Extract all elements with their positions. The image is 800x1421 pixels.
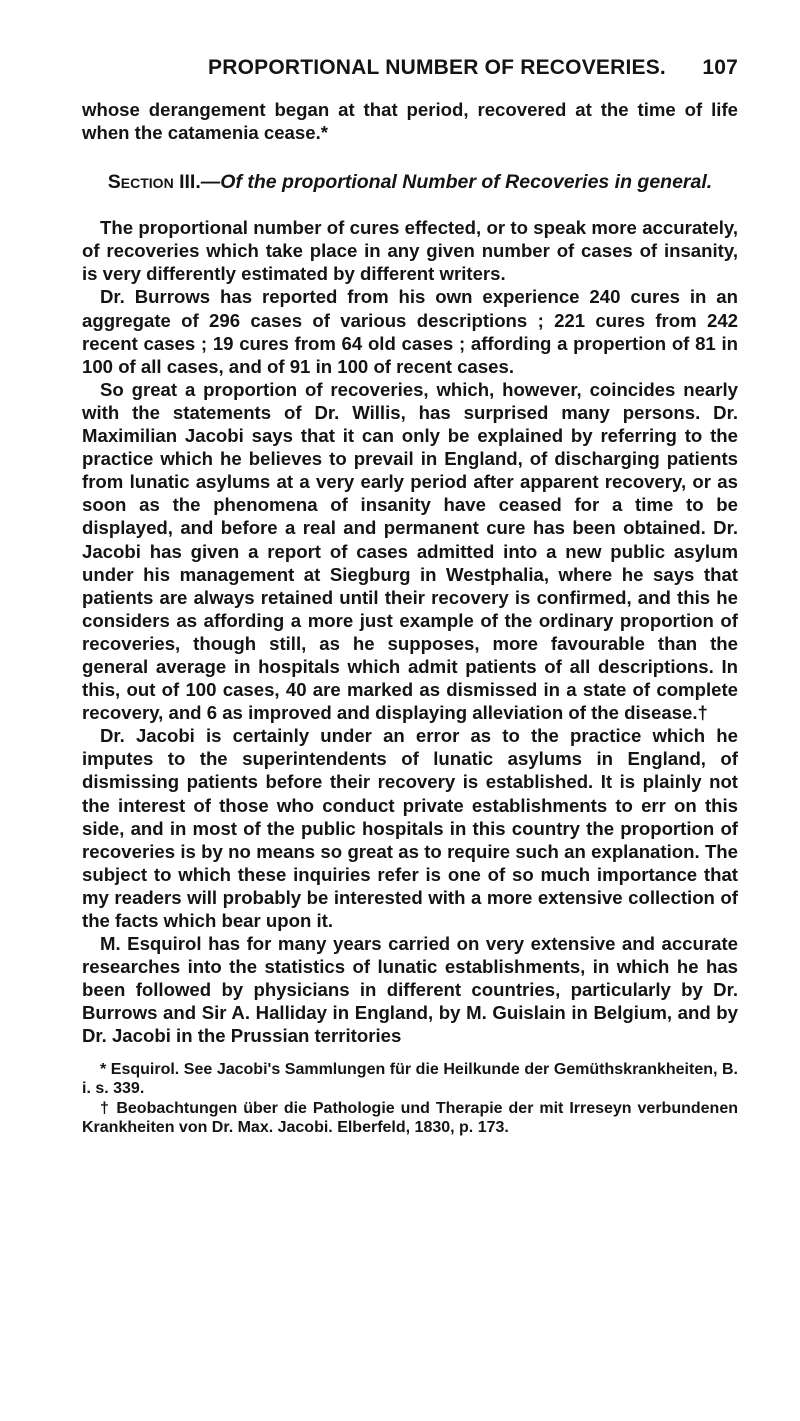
paragraph-5: M. Esquirol has for many years carried on very extensive and accurate researches into the statistics of lunatic establishments, in which he has been followed by physicians in different countries, particularly by Dr. Burrows and Sir A. Halliday in England, by M. Guislain in Belgium, and by Dr. Jacobi in the Prussian territories [82, 933, 738, 1047]
paragraph-1: The proportional number of cures effected, or to speak more accurately, of recoveries which take place in any given number of cases of insanity, is very differently estimated by different writers. [82, 217, 738, 285]
paragraph-2: Dr. Burrows has reported from his own experience 240 cures in an aggregate of 296 cases of various descriptions ; 221 cures from 242 recent cases ; 19 cures from 64 old cases ; affording a propertion of 81 in 100 of all cases, and of 91 in 100 of recent cases. [82, 286, 738, 377]
footnotes [82, 1060, 738, 1138]
page-number: 107 [702, 56, 738, 79]
section-title: —Of the proportional Number of Recoveries in general. [200, 171, 713, 194]
book-page [82, 56, 738, 1138]
footnote-1: * Esquirol. See Jacobi's Sammlungen für die Heilkunde der Gemüthskrankheiten, B. i. s. 339. [82, 1060, 738, 1098]
paragraph-3: So great a proportion of recoveries, which, however, coincides nearly with the statements of Dr. Willis, has surprised many persons. Dr. Maximilian Jacobi says that it can only be explained by referring to the practice which he believes to prevail in England, of discharging patients from lunatic asylums at a very early period after apparent recovery, or as soon as the phenomena of insanity have ceased for a time to be displayed, and before a real and permanent cure has been obtained. Dr. Jacobi has given a report of cases admitted into a new public asylum under his management at Siegburg in Westphalia, where he says that patients are always retained until their recovery is confirmed, and this he considers as affording a more just example of the ordinary proportion of recoveries, though still, as he supposes, more favourable than the general average in hospitals which admit patients of all descriptions. In this, out of 100 cases, 40 are marked as dismissed in a state of complete recovery, and 6 as improved and displaying alleviation of the disease.† [82, 378, 738, 724]
section-label: Section III. [107, 171, 201, 194]
intro-paragraph: whose derangement began at that period, recovered at the time of life when the catamenia cease.* [82, 99, 738, 144]
running-title: PROPORTIONAL NUMBER OF RECOVERIES. [208, 56, 666, 79]
footnote-2: † Beobachtungen über die Pathologie und Therapie der mit Irreseyn verbundenen Krankheiten von Dr. Max. Jacobi. Elberfeld, 1830, p. 173. [82, 1099, 738, 1137]
paragraph-4: Dr. Jacobi is certainly under an error as to the practice which he imputes to the superintendents of lunatic asylums in England, of dismissing patients before their recovery is established. It is plainly not the interest of those who conduct private establishments to err on this side, and in most of the public hospitals in this country the proportion of recoveries is by no means so great as to require such an explanation. The subject to which these inquiries refer is one of so much importance that my readers will probably be interested with a more extensive collection of the facts which bear upon it. [82, 725, 738, 931]
section-heading [82, 170, 738, 194]
running-header [82, 56, 738, 80]
